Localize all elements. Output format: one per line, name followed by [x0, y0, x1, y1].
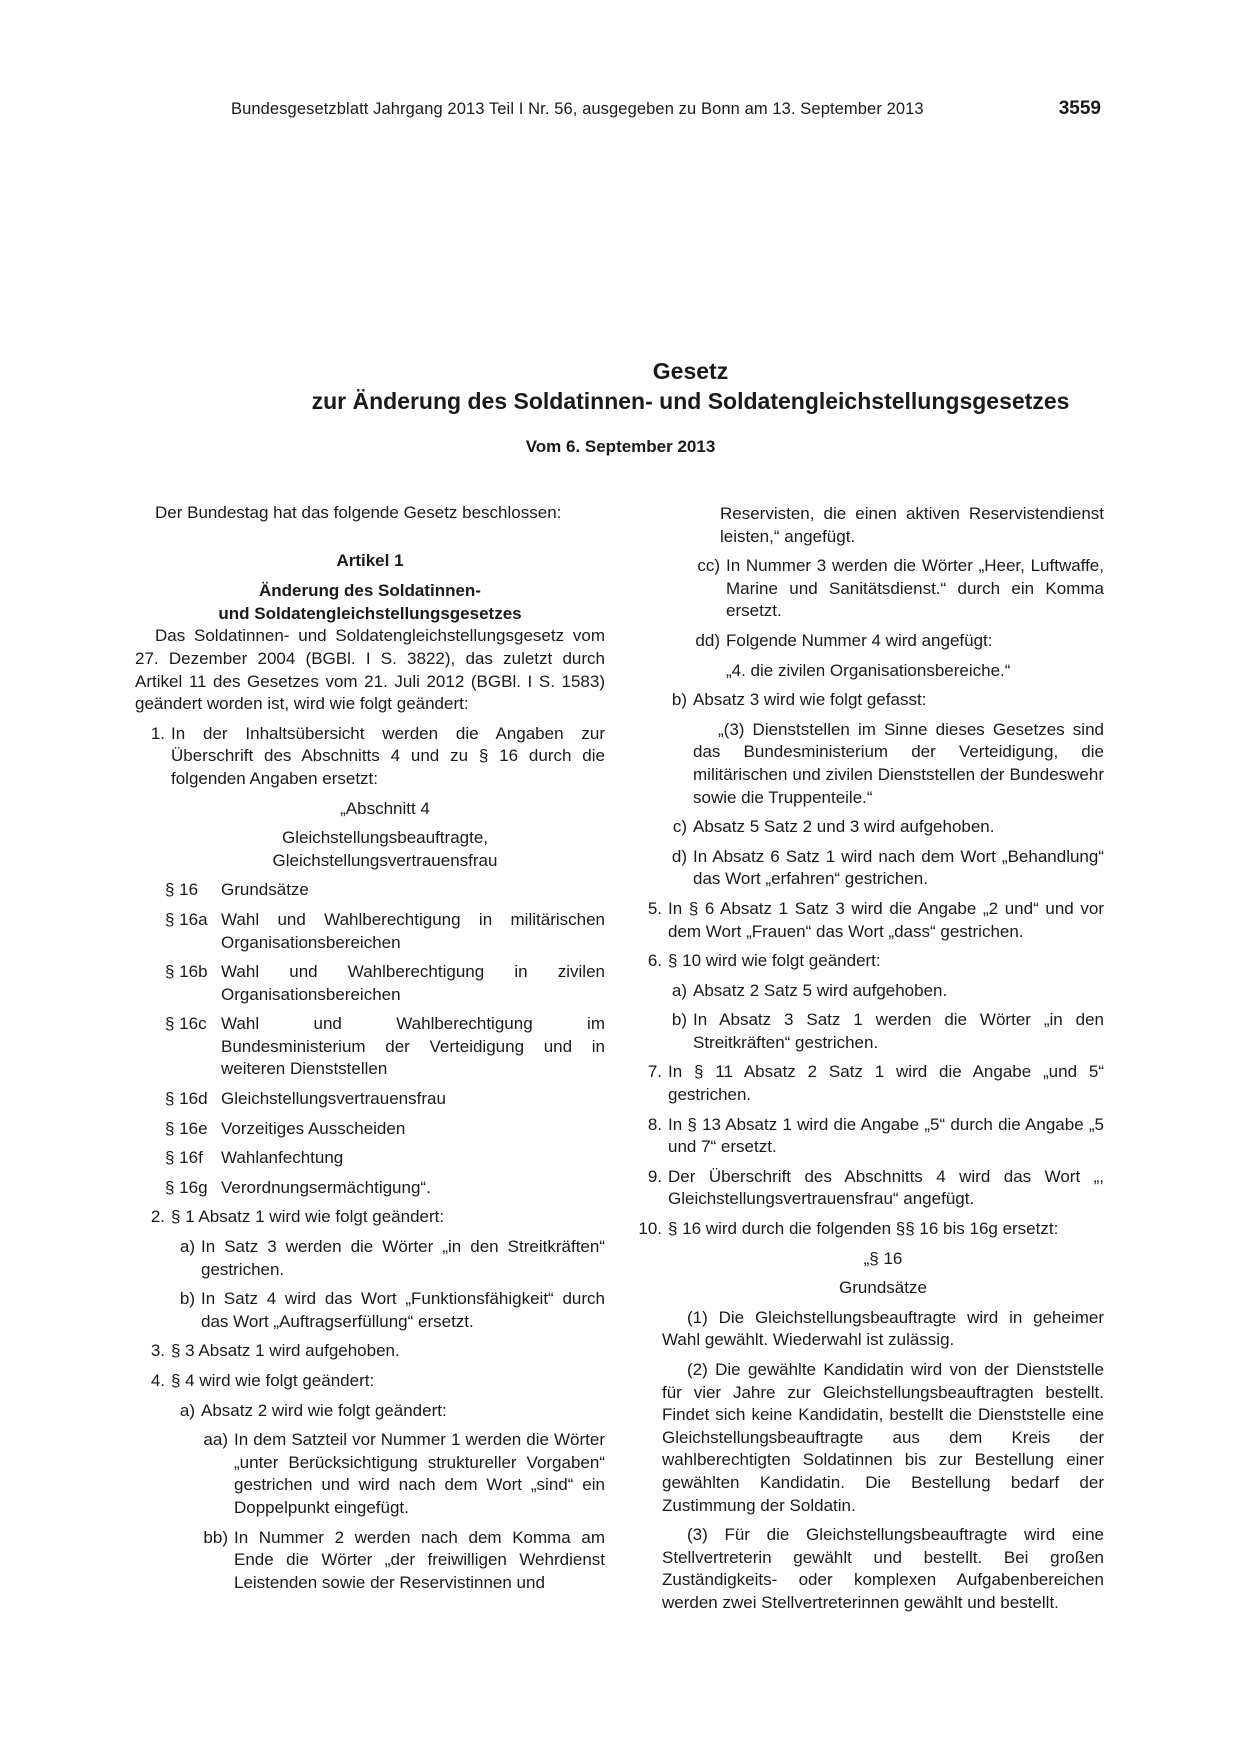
sub-item-6b [632, 1009, 1104, 1054]
sub-item-6a [632, 980, 1104, 1003]
item-number: 7. [647, 1062, 662, 1082]
item-number: 5. [647, 898, 662, 918]
toc-title: Grundsätze [221, 880, 309, 900]
item-number: 3. [150, 1341, 165, 1361]
toc-paragraph: § 16d [165, 1089, 208, 1109]
toc-title: Wahl und Wahlberechtigung im Bundesministerium der Verteidigung und in weiteren Dienststellen [221, 1014, 605, 1079]
item-text: In § 6 Absatz 1 Satz 3 wird die Angabe „2 und“ und vor dem Wort „Frauen“ das Wort „dass“ gestrichen. [668, 898, 1104, 941]
toc-title: Wahl und Wahlberechtigung in militärischen Organisationsbereichen [221, 909, 605, 952]
sub-sub-item-text: In dem Satzteil vor Nummer 1 werden die Wörter „unter Berücksichtigung struktureller Vorgaben“ gestrichen und wird nach dem Wort „sind“ ein Doppelpunkt eingefügt. [234, 1430, 605, 1517]
toc-paragraph: § 16e [165, 1118, 208, 1138]
list-item-6 [632, 950, 1104, 973]
list-item-9 [632, 1166, 1104, 1211]
sub-sub-item-text: Folgende Nummer 4 wird angefügt: [726, 630, 993, 650]
section-16-title: Grundsätze [839, 1278, 927, 1298]
item-number: 9. [647, 1166, 662, 1186]
artikel-title-line-2: und Soldatengleichstellungsgesetzes [218, 603, 522, 623]
right-column [632, 503, 1104, 1615]
item-text: § 10 wird wie folgt geändert: [668, 951, 881, 971]
toc-title: Wahlanfechtung [221, 1148, 344, 1168]
title-line-2: zur Änderung des Soldatinnen- und Soldatengleichstellungsgesetzes [311, 388, 1070, 414]
sub-item-letter: a) [179, 1400, 195, 1420]
toc-entry [165, 961, 605, 1006]
list-item-5 [632, 898, 1104, 943]
page-number: 3559 [1058, 98, 1101, 119]
item-text: In der Inhaltsübersicht werden die Angaben zur Überschrift des Abschnitts 4 und zu § 16 durch die folgenden Angaben ersetzt: [171, 723, 605, 788]
sub-item-text: In Satz 4 wird das Wort „Funktionsfähigkeit“ durch das Wort „Auftragserfüllung“ ersetzt. [201, 1289, 605, 1331]
running-head: Bundesgesetzblatt Jahrgang 2013 Teil I Nr. 56, ausgegeben zu Bonn am 13. September 2013 [231, 100, 924, 118]
law-date: Vom 6. September 2013 [525, 437, 716, 456]
sub-sub-item-dd [632, 630, 1104, 653]
dd-quote: „4. die zivilen Organisationsbereiche.“ [726, 660, 1011, 680]
item-text: In § 13 Absatz 1 wird die Angabe „5“ durch die Angabe „5 und 7“ ersetzt. [668, 1114, 1104, 1157]
quote-heading-2: Gleichstellungsvertrauensfrau [272, 850, 498, 870]
item-text: § 3 Absatz 1 wird aufgehoben. [171, 1341, 400, 1361]
sub-item-letter: b) [671, 690, 687, 710]
sub-item-text: Absatz 5 Satz 2 und 3 wird aufgehoben. [693, 817, 995, 837]
section-16-para-3: (3) Für die Gleichstellungsbeauftragte wird eine Stellvertreterin gewählt und bestellt. Bei großen Zuständigkeits- oder komplexen Aufgabenbereichen werden zwei Stellvertreterinnen gewählt und bestellt. [662, 1525, 1104, 1612]
sub-sub-item-bb [135, 1527, 605, 1595]
toc-entry [165, 1088, 605, 1111]
item-number: 1. [150, 723, 165, 743]
item-number: 2. [150, 1207, 165, 1227]
sub-item-letter: a) [671, 980, 687, 1000]
item-number: 8. [647, 1114, 662, 1134]
artikel-intro: Das Soldatinnen- und Soldatengleichstellungsgesetz vom 27. Dezember 2004 (BGBl. I S. 3822), das zuletzt durch Artikel 11 des Gesetzes vom 21. Juli 2012 (BGBl. I S. 1583) geändert worden ist, wird wie folgt geändert: [135, 626, 605, 714]
toc-entry [165, 1118, 605, 1141]
toc-entry [165, 909, 605, 954]
sub-item-letter: b) [179, 1289, 195, 1309]
sub-item-4a [135, 1400, 605, 1423]
sub-item-text: In Absatz 3 Satz 1 werden die Wörter „in den Streitkräften“ gestrichen. [693, 1010, 1104, 1052]
item-text: § 16 wird durch die folgenden §§ 16 bis 16g ersetzt: [668, 1219, 1059, 1239]
toc-paragraph: § 16b [165, 962, 208, 982]
section-16-number: „§ 16 [863, 1248, 903, 1268]
item-number: 6. [647, 951, 662, 971]
sub-sub-item-label: aa) [203, 1430, 228, 1450]
toc-paragraph: § 16c [165, 1014, 207, 1034]
sub-sub-item-label: cc) [697, 556, 720, 576]
toc-paragraph: § 16 [165, 880, 199, 900]
toc-entry [165, 1147, 605, 1170]
sub-item-text: Absatz 2 wird wie folgt geändert: [201, 1400, 447, 1420]
sub-sub-item-cc [632, 555, 1104, 623]
list-item-4 [135, 1370, 605, 1393]
sub-item-text: In Satz 3 werden die Wörter „in den Streitkräften“ gestrichen. [201, 1237, 605, 1279]
sub-item-text: Absatz 2 Satz 5 wird aufgehoben. [693, 980, 948, 1000]
sub-item-letter: c) [672, 817, 687, 837]
sub-item-4d [632, 846, 1104, 891]
sub-sub-item-text: In Nummer 3 werden die Wörter „Heer, Luftwaffe, Marine und Sanitätsdienst.“ durch ein Komma ersetzt. [726, 556, 1104, 621]
list-item-7 [632, 1061, 1104, 1106]
sub-sub-item-label: bb) [203, 1527, 228, 1547]
sub-item-letter: d) [671, 846, 687, 866]
law-title [0, 356, 1241, 416]
title-line-1: Gesetz [652, 358, 729, 384]
item-text: § 4 wird wie folgt geändert: [171, 1371, 375, 1390]
list-item-3 [135, 1340, 605, 1363]
toc-title: Verordnungsermächtigung“. [221, 1177, 431, 1197]
sub-item-2a [135, 1236, 605, 1281]
quote-abschnitt: „Abschnitt 4 [340, 798, 430, 818]
item-text: In § 11 Absatz 2 Satz 1 wird die Angabe „und 5“ gestrichen. [668, 1062, 1104, 1105]
sub-sub-item-label: dd) [695, 630, 720, 650]
sub-item-text: Absatz 3 wird wie folgt gefasst: [693, 690, 927, 710]
sub-sub-item-aa [135, 1429, 605, 1519]
toc-list [135, 879, 605, 1199]
section-16-para-2: (2) Die gewählte Kandidatin wird von der Dienststelle für vier Jahre zur Gleichstellungsbeauftragten bestellt. Findet sich keine Kandidatin, bestellt die Dienststelle eine Gleichstellungsbeauftragte aus dem Kreis der wahlberechtigten Soldatinnen bis zur Bestellung einer gewählten Kandidatin. Die Bestellung bedarf der Zustimmung der Soldatin. [662, 1360, 1104, 1515]
item-text: § 1 Absatz 1 wird wie folgt geändert: [171, 1207, 445, 1227]
quote-heading-1: Gleichstellungsbeauftragte, [281, 828, 489, 848]
sub-item-letter: b) [671, 1010, 687, 1030]
list-item-2 [135, 1206, 605, 1229]
item-number: 4. [150, 1371, 165, 1390]
sub-item-2b [135, 1288, 605, 1333]
intro-paragraph: Der Bundestag hat das folgende Gesetz beschlossen: [155, 503, 562, 522]
toc-title: Gleichstellungsvertrauensfrau [221, 1089, 446, 1109]
artikel-title-line-1: Änderung des Soldatinnen- [259, 581, 481, 601]
list-item-8 [632, 1114, 1104, 1159]
toc-entry [165, 1013, 605, 1081]
toc-title: Vorzeitiges Ausscheiden [221, 1118, 406, 1138]
left-column [135, 502, 605, 1594]
toc-entry [165, 1177, 605, 1200]
toc-title: Wahl und Wahlberechtigung in zivilen Organisationsbereichen [221, 962, 605, 1004]
toc-paragraph: § 16g [165, 1177, 208, 1197]
toc-paragraph: § 16f [165, 1148, 203, 1168]
bb-continuation: Reservisten, die einen aktiven Reservistendienst leisten,“ angefügt. [720, 504, 1104, 546]
toc-paragraph: § 16a [165, 909, 208, 929]
sub-item-4c [632, 816, 1104, 839]
sub-sub-item-text: In Nummer 2 werden nach dem Komma am Ende die Wörter „der freiwilligen Wehrdienst Leistenden sowie der Reservistinnen und [234, 1527, 605, 1592]
section-16-para-1: (1) Die Gleichstellungsbeauftragte wird in geheimer Wahl gewählt. Wiederwahl ist zulässig. [662, 1307, 1104, 1350]
sub-item-letter: a) [179, 1237, 195, 1257]
sub-item-text: In Absatz 6 Satz 1 wird nach dem Wort „Behandlung“ das Wort „erfahren“ gestrichen. [693, 846, 1104, 889]
b-quote: „(3) Dienststellen im Sinne dieses Gesetzes sind das Bundesministerium der Verteidigung, die militärischen und zivilen Dienststellen der Bundeswehr sowie die Truppenteile.“ [693, 719, 1104, 807]
toc-entry [165, 879, 605, 902]
item-number: 10. [638, 1219, 662, 1239]
artikel-heading: Artikel 1 [336, 550, 404, 570]
list-item-10 [624, 1218, 1104, 1241]
sub-item-4b [632, 689, 1104, 712]
list-item-1 [135, 723, 605, 791]
item-text: Der Überschrift des Abschnitts 4 wird das Wort „, Gleichstellungsvertrauensfrau“ angefügt. [668, 1166, 1104, 1209]
